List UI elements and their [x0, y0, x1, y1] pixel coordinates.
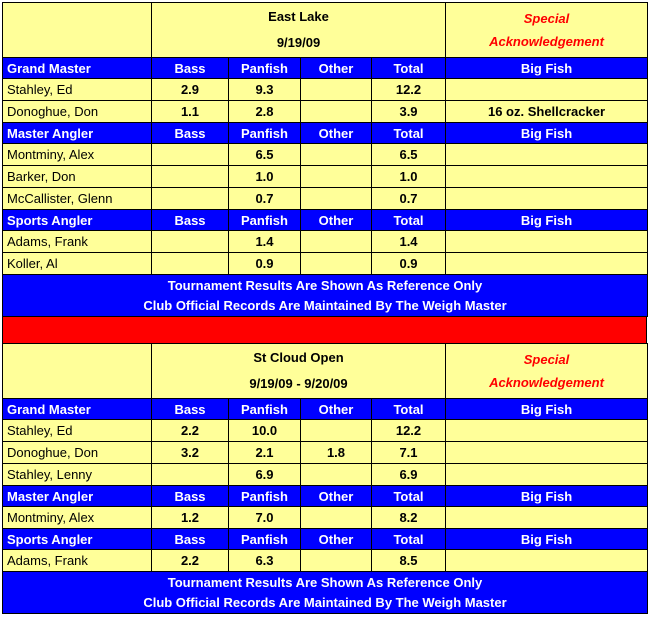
table-row [3, 442, 648, 464]
division-header-grand-master [3, 399, 648, 420]
bass-weight [152, 464, 229, 486]
disclaimer-cell [3, 572, 648, 614]
big-fish [446, 507, 648, 529]
bass-weight: 2.2 [152, 550, 229, 572]
panfish-weight: 6.9 [229, 464, 301, 486]
col-panfish: Panfish [229, 58, 301, 79]
other-weight [301, 550, 372, 572]
table-row [3, 507, 648, 529]
col-bass: Bass [152, 123, 229, 144]
panfish-weight: 2.1 [229, 442, 301, 464]
panfish-weight: 6.5 [229, 144, 301, 166]
col-panfish: Panfish [229, 399, 301, 420]
angler-name: Koller, Al [3, 253, 152, 275]
panfish-weight: 0.7 [229, 188, 301, 210]
col-total: Total [372, 486, 446, 507]
col-total: Total [372, 123, 446, 144]
disclaimer-cell [3, 275, 648, 317]
angler-name: Adams, Frank [3, 231, 152, 253]
angler-name: Donoghue, Don [3, 442, 152, 464]
event-separator-bar [2, 317, 647, 343]
big-fish [446, 231, 648, 253]
bass-weight [152, 231, 229, 253]
col-total: Total [372, 58, 446, 79]
col-big-fish: Big Fish [446, 123, 648, 144]
big-fish [446, 188, 648, 210]
disclaimer-footer [3, 275, 648, 317]
total-weight: 6.9 [372, 464, 446, 486]
total-weight: 1.0 [372, 166, 446, 188]
col-bass: Bass [152, 486, 229, 507]
col-big-fish: Big Fish [446, 529, 648, 550]
angler-name: Stahley, Lenny [3, 464, 152, 486]
bass-weight [152, 188, 229, 210]
table-row [3, 79, 648, 101]
table-row [3, 188, 648, 210]
acknowledgement-label: Acknowledgement [489, 34, 604, 49]
division-name: Master Angler [3, 123, 152, 144]
division-header-grand-master [3, 58, 648, 79]
angler-name: Montminy, Alex [3, 144, 152, 166]
col-other: Other [301, 210, 372, 231]
panfish-weight: 7.0 [229, 507, 301, 529]
total-weight: 0.9 [372, 253, 446, 275]
col-other: Other [301, 123, 372, 144]
other-weight [301, 507, 372, 529]
bass-weight: 2.9 [152, 79, 229, 101]
big-fish [446, 550, 648, 572]
other-weight [301, 166, 372, 188]
event-title: St Cloud Open [253, 350, 344, 365]
total-weight: 3.9 [372, 101, 446, 123]
col-big-fish: Big Fish [446, 399, 648, 420]
angler-name: McCallister, Glenn [3, 188, 152, 210]
total-weight: 12.2 [372, 420, 446, 442]
col-other: Other [301, 58, 372, 79]
event-title: East Lake [268, 9, 329, 24]
disclaimer-footer [3, 572, 648, 614]
col-big-fish: Big Fish [446, 58, 648, 79]
total-weight: 1.4 [372, 231, 446, 253]
other-weight [301, 79, 372, 101]
total-weight: 6.5 [372, 144, 446, 166]
division-name: Grand Master [3, 58, 152, 79]
col-bass: Bass [152, 529, 229, 550]
panfish-weight: 9.3 [229, 79, 301, 101]
panfish-weight: 10.0 [229, 420, 301, 442]
col-other: Other [301, 529, 372, 550]
big-fish [446, 442, 648, 464]
col-bass: Bass [152, 399, 229, 420]
col-big-fish: Big Fish [446, 210, 648, 231]
division-name: Master Angler [3, 486, 152, 507]
panfish-weight: 0.9 [229, 253, 301, 275]
event-title-row [3, 3, 648, 58]
col-total: Total [372, 529, 446, 550]
division-header-master-angler [3, 486, 648, 507]
col-bass: Bass [152, 210, 229, 231]
panfish-weight: 1.4 [229, 231, 301, 253]
total-weight: 7.1 [372, 442, 446, 464]
big-fish [446, 166, 648, 188]
other-weight [301, 231, 372, 253]
col-total: Total [372, 210, 446, 231]
event-date: 9/19/09 - 9/20/09 [249, 376, 348, 391]
bass-weight [152, 166, 229, 188]
bass-weight: 1.2 [152, 507, 229, 529]
division-name: Sports Angler [3, 210, 152, 231]
division-header-sports-angler [3, 210, 648, 231]
division-name: Grand Master [3, 399, 152, 420]
big-fish [446, 79, 648, 101]
angler-name: Stahley, Ed [3, 420, 152, 442]
col-panfish: Panfish [229, 529, 301, 550]
col-bass: Bass [152, 58, 229, 79]
col-panfish: Panfish [229, 486, 301, 507]
event-title-cell [152, 3, 446, 58]
other-weight [301, 144, 372, 166]
other-weight [301, 101, 372, 123]
disclaimer-line-2: Club Official Records Are Maintained By The Weigh Master [143, 594, 507, 610]
special-label: Special [523, 352, 570, 367]
bass-weight [152, 144, 229, 166]
bass-weight: 3.2 [152, 442, 229, 464]
angler-name: Barker, Don [3, 166, 152, 188]
table-row [3, 144, 648, 166]
col-other: Other [301, 399, 372, 420]
panfish-weight: 6.3 [229, 550, 301, 572]
angler-name: Donoghue, Don [3, 101, 152, 123]
col-panfish: Panfish [229, 123, 301, 144]
table-row [3, 550, 648, 572]
other-weight [301, 253, 372, 275]
disclaimer-line-1: Tournament Results Are Shown As Reference Only [167, 574, 483, 590]
big-fish [446, 144, 648, 166]
event-table-st-cloud-open [2, 343, 648, 614]
angler-name: Stahley, Ed [3, 79, 152, 101]
division-header-sports-angler [3, 529, 648, 550]
acknowledgement-label: Acknowledgement [489, 375, 604, 390]
col-big-fish: Big Fish [446, 486, 648, 507]
event-title-row [3, 344, 648, 399]
disclaimer-line-1: Tournament Results Are Shown As Reference Only [167, 277, 483, 293]
special-acknowledgement-cell [446, 344, 648, 399]
big-fish: 16 oz. Shellcracker [446, 101, 648, 123]
other-weight [301, 420, 372, 442]
table-row [3, 420, 648, 442]
special-label: Special [523, 11, 570, 26]
title-blank-cell [3, 3, 152, 58]
big-fish [446, 253, 648, 275]
total-weight: 12.2 [372, 79, 446, 101]
other-weight: 1.8 [301, 442, 372, 464]
total-weight: 8.5 [372, 550, 446, 572]
angler-name: Montminy, Alex [3, 507, 152, 529]
division-header-master-angler [3, 123, 648, 144]
disclaimer-line-2: Club Official Records Are Maintained By The Weigh Master [143, 297, 507, 313]
bass-weight [152, 253, 229, 275]
big-fish [446, 464, 648, 486]
total-weight: 8.2 [372, 507, 446, 529]
table-row [3, 464, 648, 486]
big-fish [446, 420, 648, 442]
event-table-east-lake [2, 2, 648, 317]
panfish-weight: 2.8 [229, 101, 301, 123]
bass-weight: 2.2 [152, 420, 229, 442]
col-other: Other [301, 486, 372, 507]
table-row [3, 101, 648, 123]
special-acknowledgement-cell [446, 3, 648, 58]
col-panfish: Panfish [229, 210, 301, 231]
panfish-weight: 1.0 [229, 166, 301, 188]
other-weight [301, 464, 372, 486]
event-date: 9/19/09 [276, 35, 321, 50]
table-row [3, 166, 648, 188]
other-weight [301, 188, 372, 210]
results-page [2, 2, 647, 614]
table-row [3, 253, 648, 275]
table-row [3, 231, 648, 253]
title-blank-cell [3, 344, 152, 399]
event-title-cell [152, 344, 446, 399]
bass-weight: 1.1 [152, 101, 229, 123]
total-weight: 0.7 [372, 188, 446, 210]
division-name: Sports Angler [3, 529, 152, 550]
angler-name: Adams, Frank [3, 550, 152, 572]
col-total: Total [372, 399, 446, 420]
